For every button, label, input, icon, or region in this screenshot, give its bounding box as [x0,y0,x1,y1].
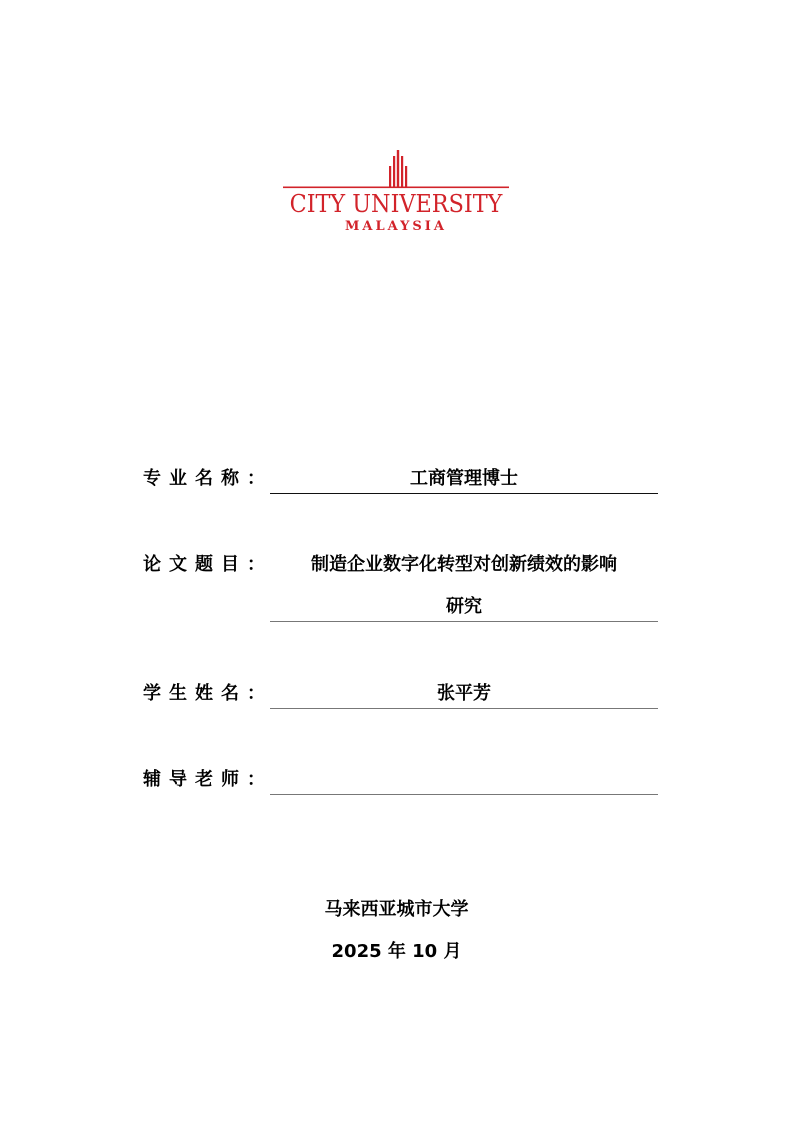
thesis-title-value-line2: 研究 [446,596,482,617]
institution-name: 马来西亚城市大学 [324,899,469,920]
submission-date: 2025 年 10 月 [331,941,462,962]
logo-university-name: CITY UNIVERSITY [289,190,503,218]
thesis-title-underline [270,621,658,622]
major-underline [270,493,658,494]
thesis-title-label: 论文题目： [143,554,273,575]
thesis-title-value-line1: 制造企业数字化转型对创新绩效的影响 [311,554,617,575]
supervisor-underline [270,794,658,795]
student-name-underline [270,708,658,709]
major-label: 专业名称： [143,468,273,489]
student-name-value: 张平芳 [437,683,491,704]
logo-country: MALAYSIA [345,219,447,234]
supervisor-label: 辅导老师： [143,769,273,790]
tower-emblem-icon [280,148,512,190]
student-name-label: 学生姓名： [143,683,273,704]
university-logo [280,148,512,238]
major-value: 工商管理博士 [410,468,518,489]
